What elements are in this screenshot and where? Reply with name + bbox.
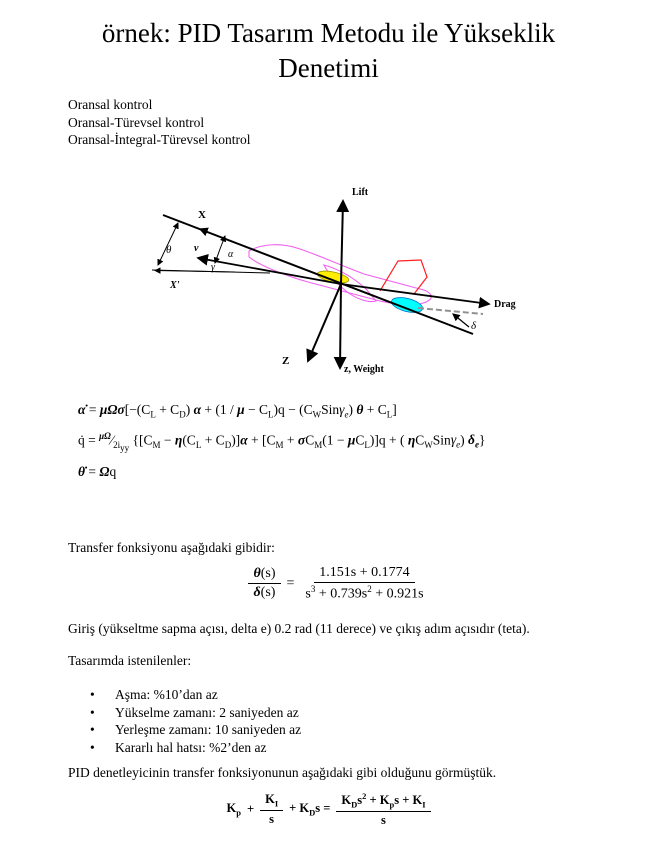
elevator-chord-dashed [418,308,483,314]
velocity-label: v [194,243,199,254]
pid-derivative-term: + $K_Ds$ = [289,801,331,818]
aircraft-diagram-svg [128,177,548,387]
transfer-lhs-numerator: θ(s) [248,566,280,584]
transfer-rhs-denominator: $s^3 + 0.739s^2 + 0.921s$ [305,584,424,602]
equals-sign: = [286,575,295,591]
delta-arrow [453,314,469,327]
x-prime-label: X' [170,280,180,291]
list-item [90,739,301,757]
transfer-function-equation [10,565,657,603]
aircraft-diagram [128,177,548,392]
pid-kp-term: $K_p$ [226,801,241,818]
alpha-angle-label: α [228,249,234,260]
z-axis-label: Z [282,355,290,367]
list-item-text: Kararlı hal hatsı: %2’den az [115,739,267,755]
theta-angle-label: θ [166,244,172,256]
transfer-function-intro: Transfer fonksiyonu aşağıdaki gibidir: [68,540,275,555]
bullet-icon: • [90,687,95,702]
input-output-paragraph: Giriş (yükseltme sapma açısı, delta e) 0.2 rad (11 derece) ve çıkış adım açısıdır (teta). [68,621,530,636]
intro-line: Oransal-Türevsel kontrol [68,114,205,130]
list-item [90,686,301,704]
pid-controller-paragraph: PID denetleyicinin transfer fonksiyonunun aşağıdaki gibi olduğunu görmüştük. [68,765,497,780]
list-item-text: Yükselme zamanı: 2 saniyeden az [115,704,299,720]
design-requirements-heading: Tasarımda istenilenler: [68,653,192,668]
transfer-lhs-denominator: δ(s) [253,585,276,601]
lift-vector [341,201,343,284]
gamma-angle-label: γ [211,262,215,273]
list-item [90,721,301,739]
pid-integral-denominator: s [269,811,275,826]
weight-vector [340,284,341,368]
intro-line: Oransal kontrol [68,97,153,112]
page-title [0,16,657,86]
bullet-icon: • [90,704,95,720]
bullet-icon: • [90,739,95,755]
z-axis [308,284,341,361]
theta-arc-arrow-up [168,223,178,244]
alpha-dot-equation: α̇ = $\mu\Omega\sigma[-(C_L + C_D) \alpha + (1 / \mu - C_L)q - (C_WSin\gamma_e) \theta + C_L]$ [78,402,397,420]
theta-dot-equation: θ̇ = Ωq [78,463,117,479]
pid-equation [0,791,657,828]
page-title-text: örnek: PID Tasarım Metodu ile Yükseklik Denetimi [101,18,556,83]
pid-integral-fraction [260,792,283,827]
state-equations [78,402,485,491]
bullet-icon: • [90,722,95,737]
list-item-text: Yerleşme zamanı: 10 saniyeden az [115,722,302,737]
x-axis-label: X [198,209,206,221]
list-item-text: Aşma: %10’dan az [115,687,218,702]
pid-combined-fraction [336,791,430,828]
airplane-wing-outline [324,265,376,302]
weight-label: z, Weight [344,364,384,375]
pid-combined-denominator: s [381,812,386,827]
x-axis-arrow [200,229,220,237]
q-dot-equation: q̇ = $^{\mu\Omega}∕_{2i_{yy}}$ {$[C_M - \eta(C_L + C_D)]\alpha + [C_M + \sigma C_M(1 - \mu C_L)]q$ + ( $\eta C_WSin\gamma_e$) $\delta_e$} [78,430,486,453]
intro-line: Oransal-İntegral-Türevsel kontrol [68,132,251,147]
design-requirements-list [90,686,301,756]
transfer-rhs-numerator: 1.151s + 0.1774 [314,565,414,583]
pid-combined-numerator: $K_Ds^2 + K_ps + K_I$ [336,791,430,812]
intro-paragraph [68,96,251,149]
plus-sign: + [246,801,255,816]
velocity-vector [198,258,341,284]
lift-label: Lift [352,187,369,198]
list-item [90,704,301,722]
transfer-rhs-fraction [300,565,428,603]
delta-angle-label: δ [471,320,477,332]
pid-integral-numerator: $K_I$ [260,792,283,811]
drag-label: Drag [494,299,516,310]
transfer-lhs-fraction [248,566,280,601]
